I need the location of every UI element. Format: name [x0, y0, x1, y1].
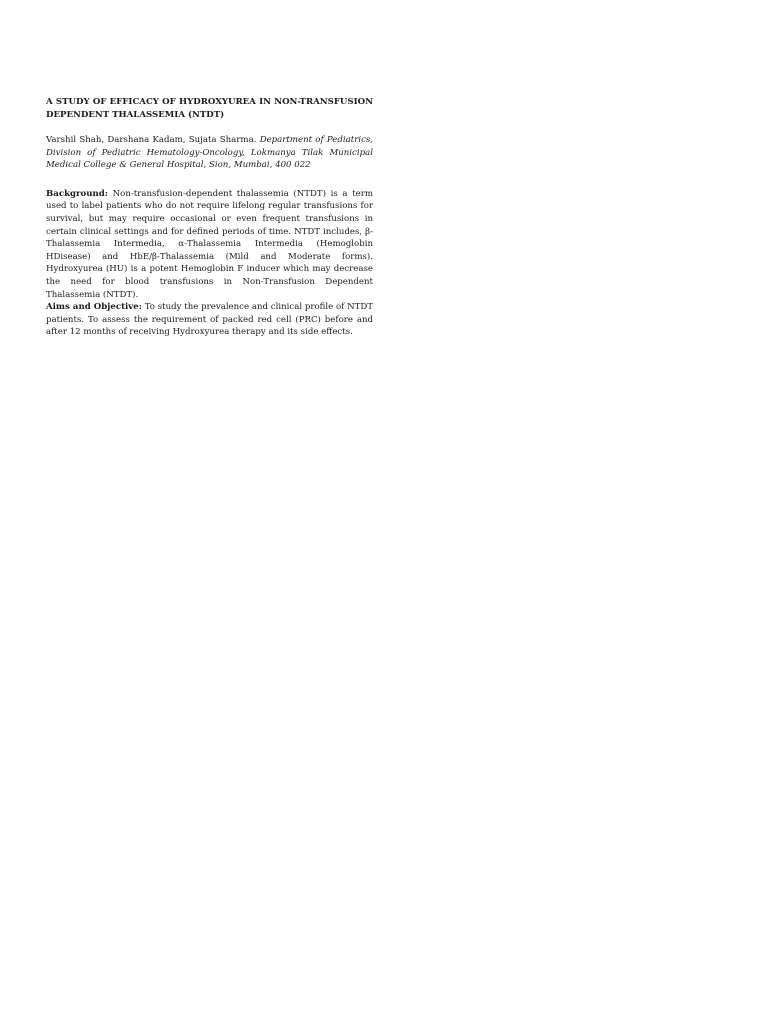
section-label: Background:: [46, 188, 108, 199]
abstract-section: [46, 301, 373, 339]
left-column: [46, 80, 373, 339]
section-text: To study the prevalence and clinical profile of NTDT patients. To assess the requirement of packed red cell (PRC) before and after 12 months of receiving Hydroxyurea therapy and its side effects.: [46, 302, 373, 338]
abstract-hydroxyurea-ntdt: [46, 96, 373, 339]
right-column: [395, 80, 722, 339]
section-text: Non-transfusion-dependent thalassemia (NTDT) is a term used to label patients who do not require lifelong regular transfusions for survival, but may require occasional or even frequent transfusions in certain clinical settings and for defined periods of time. NTDT includes, β-Thalassemia Intermedia, α-Thalassemia Intermedia (Hemoglobin HDisease) and HbE/β-Thalassemia (Mild and Moderate forms). Hydroxyurea (HU) is a potent Hemoglobin F inducer which may decrease the need for blood transfusions in Non-Transfusion Dependent Thalassemia (NTDT).: [46, 188, 373, 300]
author-affiliation: Department of Pediatrics, Division of Pediatric Hematology-Oncology, Lokmanya Tilak Municipal Medical College & General Hospital, Sion, Mumbai, 400 022: [46, 135, 374, 171]
abstract-authors: [46, 134, 373, 172]
two-column-body: [46, 80, 722, 339]
abstract-title: A STUDY OF EFFICACY OF HYDROXYUREA IN NON-TRANSFUSION DEPENDENT THALASSEMIA (NTDT): [46, 97, 373, 120]
section-label: Aims and Objective:: [46, 302, 142, 313]
author-names: Varshil Shah, Darshana Kadam, Sujata Sharma.: [46, 135, 257, 145]
abstract-section: [46, 188, 373, 301]
